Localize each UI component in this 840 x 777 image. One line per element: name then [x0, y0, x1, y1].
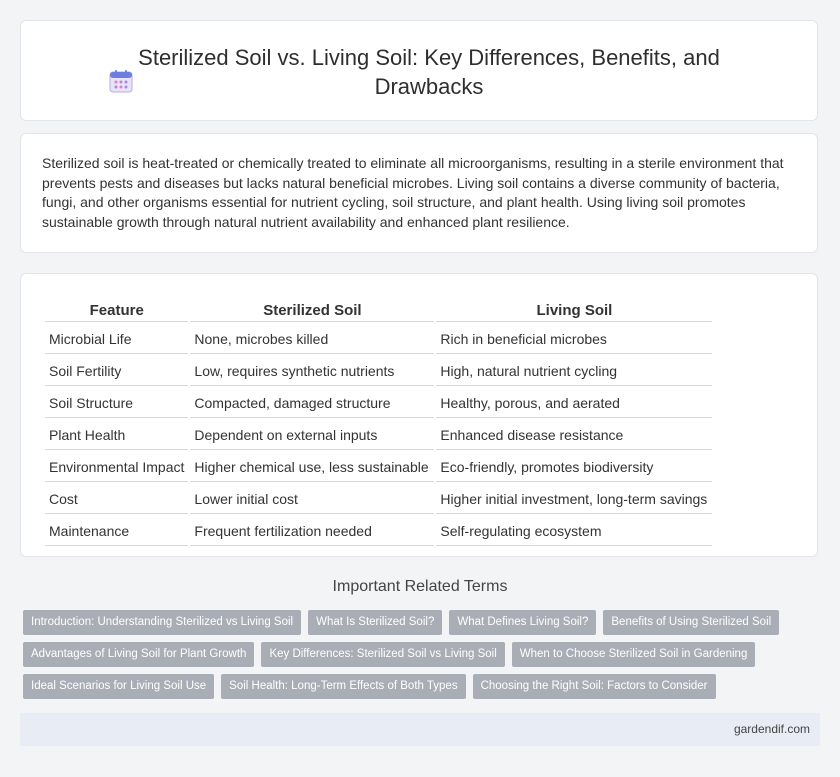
- header-living-soil: Living Soil: [436, 299, 712, 322]
- table-header-row: [45, 299, 712, 322]
- table-cell: Low, requires synthetic nutrients: [190, 356, 434, 386]
- title-card: [20, 20, 818, 121]
- table-cell: Self-regulating ecosystem: [436, 516, 712, 546]
- related-term-tag[interactable]: Benefits of Using Sterilized Soil: [603, 610, 779, 635]
- table-row: [45, 452, 712, 482]
- comparison-card: [20, 273, 818, 557]
- related-terms-heading: Important Related Terms: [332, 578, 508, 595]
- related-term-tag[interactable]: Key Differences: Sterilized Soil vs Living Soil: [261, 642, 504, 667]
- table-cell: Cost: [45, 484, 188, 514]
- table-cell: None, microbes killed: [190, 324, 434, 354]
- table-cell: Compacted, damaged structure: [190, 388, 434, 418]
- table-cell: Maintenance: [45, 516, 188, 546]
- table-cell: Soil Structure: [45, 388, 188, 418]
- table-cell: High, natural nutrient cycling: [436, 356, 712, 386]
- table-cell: Rich in beneficial microbes: [436, 324, 712, 354]
- table-cell: Higher initial investment, long-term savings: [436, 484, 712, 514]
- related-term-tag[interactable]: Soil Health: Long-Term Effects of Both Types: [221, 674, 465, 699]
- related-term-tag[interactable]: Advantages of Living Soil for Plant Growth: [23, 642, 254, 667]
- table-cell: Enhanced disease resistance: [436, 420, 712, 450]
- table-cell: Eco-friendly, promotes biodiversity: [436, 452, 712, 482]
- table-cell: Frequent fertilization needed: [190, 516, 434, 546]
- page-title: Sterilized Soil vs. Living Soil: Key Differences, Benefits, and Drawbacks: [138, 45, 720, 99]
- table-cell: Higher chemical use, less sustainable: [190, 452, 434, 482]
- table-row: [45, 516, 712, 546]
- table-row: [45, 356, 712, 386]
- table-cell: Environmental Impact: [45, 452, 188, 482]
- table-row: [45, 484, 712, 514]
- related-term-tag[interactable]: Choosing the Right Soil: Factors to Consider: [473, 674, 716, 699]
- related-term-tag[interactable]: Introduction: Understanding Sterilized vs Living Soil: [23, 610, 301, 635]
- table-cell: Soil Fertility: [45, 356, 188, 386]
- table-row: [45, 324, 712, 354]
- table-cell: Plant Health: [45, 420, 188, 450]
- intro-paragraph: Sterilized soil is heat-treated or chemically treated to eliminate all microorganisms, resulting in a sterile environment that prevents pests and diseases but lacks natural beneficial microbes. Living soil contains a diverse community of bacteria, fungi, and other organisms essential for nutrient cycling, soil structure, and plant health. Using living soil promotes sustainable growth through natural nutrient availability and enhanced plant resilience.: [42, 155, 784, 230]
- header-feature: Feature: [45, 299, 188, 322]
- comparison-table: [43, 297, 714, 548]
- footer-bar: [20, 713, 820, 746]
- header-sterilized-soil: Sterilized Soil: [190, 299, 434, 322]
- related-term-tag[interactable]: What Is Sterilized Soil?: [308, 610, 442, 635]
- site-link[interactable]: gardendif.com: [733, 722, 810, 736]
- related-term-tag[interactable]: When to Choose Sterilized Soil in Gardening: [512, 642, 756, 667]
- table-cell: Healthy, porous, and aerated: [436, 388, 712, 418]
- table-cell: Dependent on external inputs: [190, 420, 434, 450]
- table-row: [45, 388, 712, 418]
- table-row: [45, 420, 712, 450]
- related-term-tag[interactable]: What Defines Living Soil?: [449, 610, 596, 635]
- related-terms-list: [23, 610, 823, 706]
- table-cell: Lower initial cost: [190, 484, 434, 514]
- table-cell: Microbial Life: [45, 324, 188, 354]
- related-term-tag[interactable]: Ideal Scenarios for Living Soil Use: [23, 674, 214, 699]
- intro-card: [20, 133, 818, 253]
